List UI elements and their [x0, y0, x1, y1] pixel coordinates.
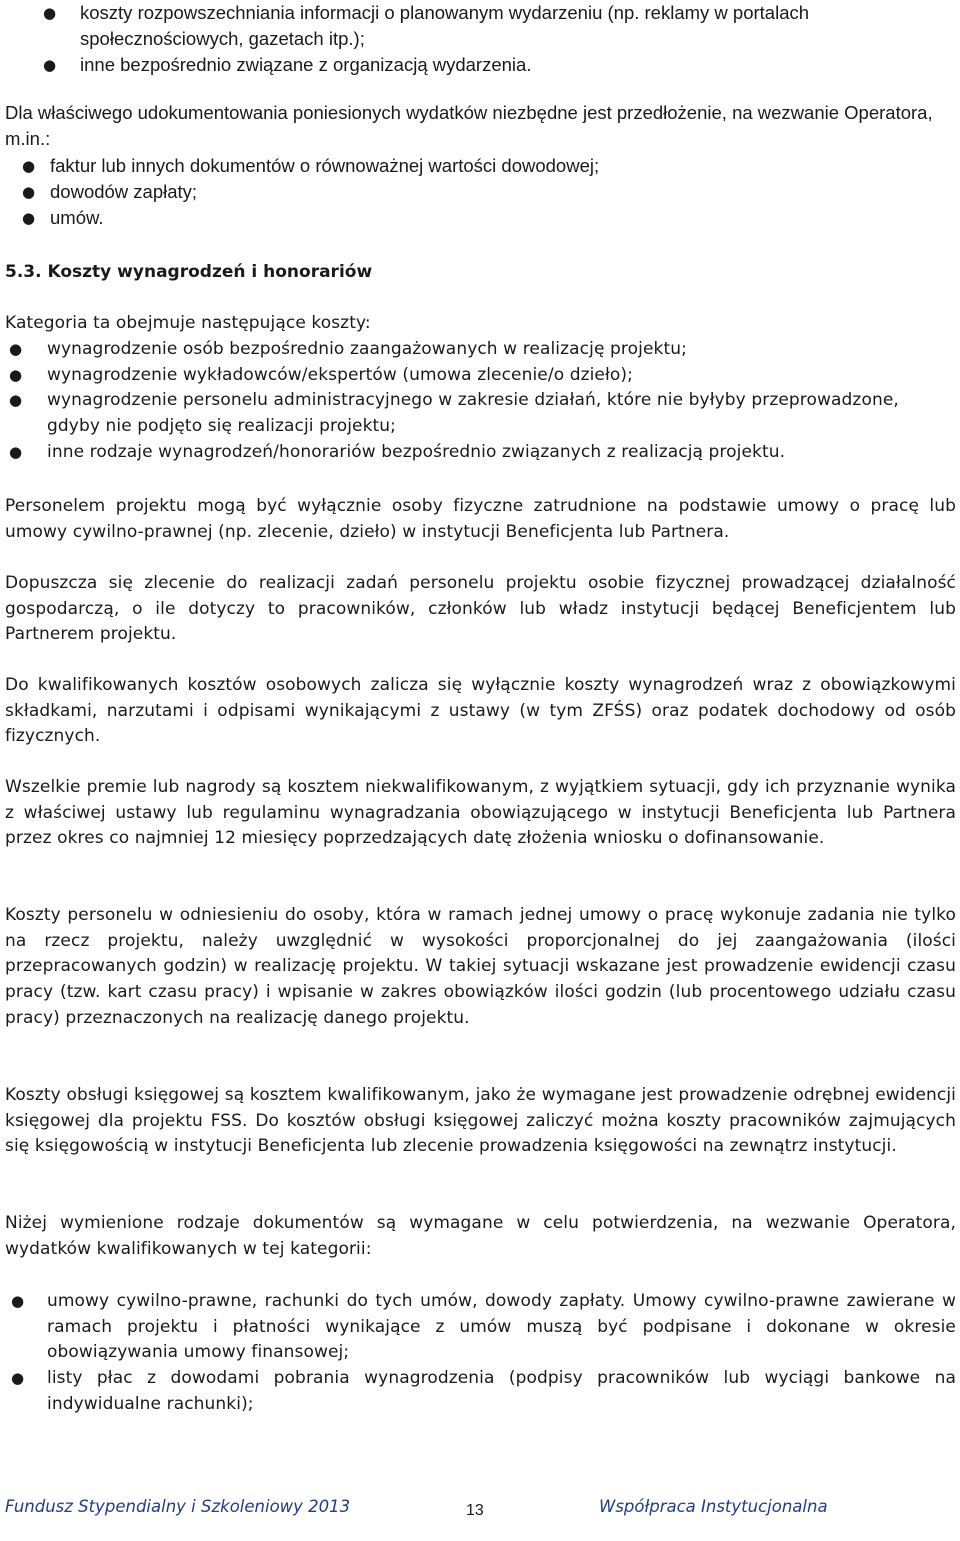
bullet-icon: ●: [43, 56, 57, 74]
bullet-icon: ●: [9, 340, 23, 358]
doc-types-bullet-list: [5, 1289, 956, 1418]
bullet-icon: ●: [43, 4, 57, 22]
list-item: ● inne rodzaje wynagrodzeń/honorariów bezpośrednio związanych z realizacją projektu.: [5, 440, 956, 466]
list-item: ● listy płac z dowodami pobrania wynagrodzenia (podpisy pracowników lub wyciągi bankowe na indywidualne rachunki);: [11, 1368, 956, 1414]
bullet-icon: ●: [22, 183, 36, 201]
top-bullet-list: [5, 0, 956, 78]
paragraph-ksiegowe: Koszty obsługi księgowej są kosztem kwalifikowanym, jako że wymagane jest prowadzenie odrębnej ewidencji księgowej dla projektu FSS. Do kosztów obsługi księgowej zaliczyć można koszty pracowników zajmujących się księgowością w instytucji Beneficjenta lub zlecenie prowadzenia księgowości na zewnątrz instytucji.: [5, 1085, 956, 1157]
list-item: ● umów.: [5, 205, 956, 231]
list-item: ● umowy cywilno-prawne, rachunki do tych umów, dowody zapłaty. Umowy cywilno-prawne zawierane w ramach projektu i płatności wynikające z umów muszą być podpisane i dokonane w okresie obowiązywania umowy finansowej;: [11, 1291, 956, 1363]
list-item: ● dowodów zapłaty;: [5, 179, 956, 205]
section-heading: 5.3. Koszty wynagrodzeń i honorariów: [5, 262, 373, 282]
paragraph-odniesienie: Koszty personelu w odniesieniu do osoby, która w ramach jednej umowy o pracę wykonuje zadania nie tylko na rzecz projektu, należy uwzględnić w wysokości proporcjonalnej do jej zaangażowania (ilości przepracowanych godzin) w realizację projektu. W takiej sytuacji wskazane jest prowadzenie ewidencji czasu pracy (tzw. kart czasu pracy) i wpisanie w zakres obowiązków ilości godzin (lub procentowego udziału czasu pracy) przeznaczonych na realizację danego projektu.: [5, 905, 956, 1028]
footer-left-title: Fundusz Stypendialny i Szkoleniowy 2013: [5, 1497, 351, 1516]
bullet-icon: ●: [9, 442, 23, 461]
paragraph-kwalifikowane: Do kwalifikowanych kosztów osobowych zalicza się wyłącznie koszty wynagrodzeń wraz z obowiązkowymi składkami, narzutami i odpisami wynikającymi z ustawy (w tym ZFŚS) oraz podatek dochodowy od osób fizycznych.: [5, 675, 956, 747]
paragraph-personel: Personelem projektu mogą być wyłącznie osoby fizyczne zatrudnione na podstawie umowy o pracę lub umowy cywilno-prawnej (np. zlecenie, dzieło) w instytucji Beneficjenta lub Partnera.: [5, 496, 956, 542]
list-item: ● faktur lub innych dokumentów o równoważnej wartości dowodowej;: [5, 153, 956, 179]
bullet-icon: ●: [22, 209, 36, 227]
bullet-icon: ●: [22, 157, 36, 175]
bullet-icon: ●: [11, 1369, 25, 1388]
paragraph-premie: Wszelkie premie lub nagrody są kosztem niekwalifikowanym, z wyjątkiem sytuacji, gdy ich przyznanie wynika z właściwej ustawy lub regulaminu wynagradzania obowiązującego w instytucji Beneficjenta lub Partnera przez okres co najmniej 12 miesięcy poprzedzających datę złożenia wniosku o dofinansowanie.: [5, 777, 956, 849]
category-bullet-list: [5, 337, 956, 466]
bullet-icon: ●: [9, 391, 23, 410]
list-item: ● inne bezpośrednio związane z organizacją wydarzenia.: [5, 52, 956, 78]
list-item: ● wynagrodzenie wykładowców/ekspertów (umowa zlecenie/o dzieło);: [5, 363, 956, 389]
bullet-icon: ●: [11, 1292, 25, 1310]
paragraph-dopuszcza: Dopuszcza się zlecenie do realizacji zadań personelu projektu osobie fizycznej prowadzącej działalność gospodarczą, o ile dotyczy to pracowników, członków lub władz instytucji będącej Beneficjentem lub Partnerem projektu.: [5, 573, 956, 645]
bullet-icon: ●: [9, 365, 23, 384]
list-item: ● wynagrodzenie personelu administracyjnego w zakresie działań, które nie byłyby przeprowadzone, gdyby nie podjęto się realizacji projektu;: [9, 390, 899, 437]
page-number: 13: [466, 1502, 484, 1519]
list-item: ● koszty rozpowszechniania informacji o planowanym wydarzeniu (np. reklamy w portalach społecznościowych, gazetach itp.);: [43, 2, 810, 49]
docs-intro-paragraph: Dla właściwego udokumentowania poniesionych wydatków niezbędne jest przedłożenie, na wezwanie Operatora, m.in.:: [5, 102, 933, 149]
docs-bullet-list: [5, 153, 956, 231]
list-item: ● wynagrodzenie osób bezpośrednio zaangażowanych w realizację projektu;: [5, 337, 956, 363]
footer-right-title: Współpraca Instytucjonalna: [599, 1497, 828, 1516]
category-intro: Kategoria ta obejmuje następujące koszty:: [5, 313, 371, 333]
paragraph-nizej: Niżej wymienione rodzaje dokumentów są wymagane w celu potwierdzenia, na wezwanie Operatora, wydatków kwalifikowanych w tej kategorii:: [5, 1213, 956, 1259]
